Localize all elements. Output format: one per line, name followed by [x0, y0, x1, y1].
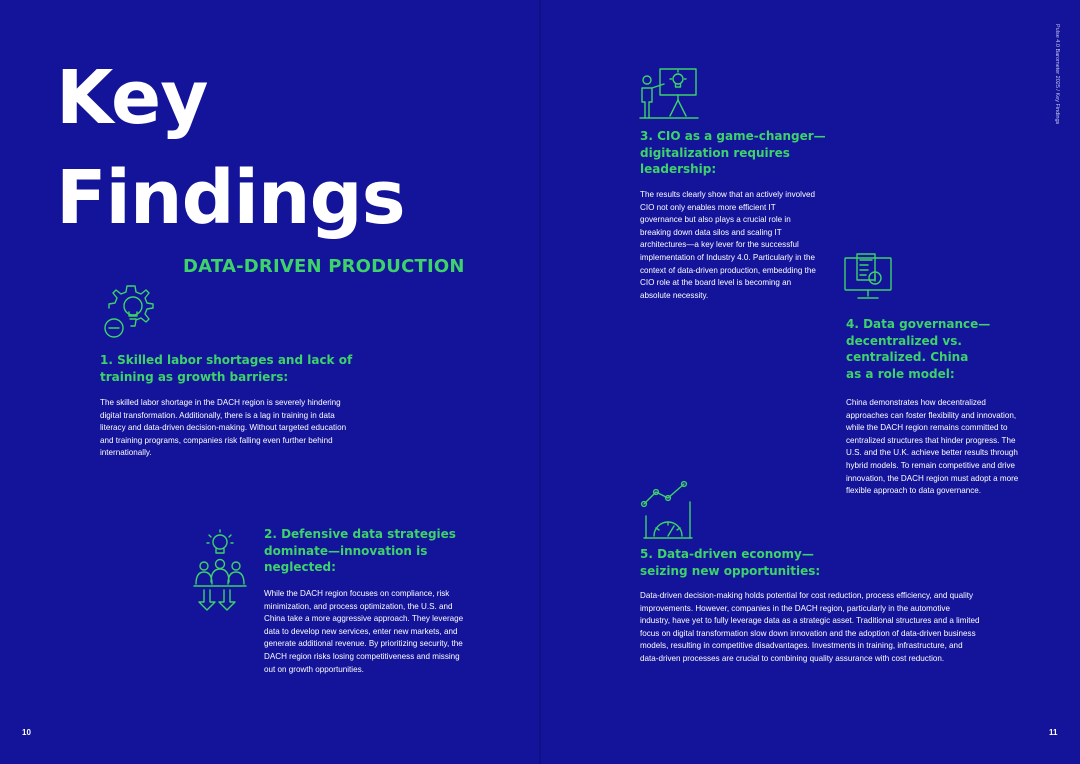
finding-2-heading: 2. Defensive data strategies dominate—innovation is neglected:	[264, 527, 456, 574]
team-idea-icon	[190, 528, 250, 618]
growth-chart-gauge-icon	[640, 480, 696, 540]
finding-5-heading: 5. Data-driven economy— seizing new opportunities:	[640, 547, 821, 578]
page-title-line-1: Key	[56, 55, 208, 141]
finding-3-body: The results clearly show that an actively involved CIO not only enables more efficient IT governance but also plays a crucial role in breaking down data silos and scaling IT architectures—a key lever for the successful implementation of Industry 4.0. Particularly in the context of data-driven production, embedding the CIO role at the board level is becoming an absolute necessity.	[640, 190, 816, 300]
finding-5-body: Data-driven decision-making holds potential for cost reduction, process efficiency, and quality improvements. However, companies in the DACH region, particularly in the automotive industry, have yet to fully leverage data as a strategic asset. Traditional structures and a limited focus on digital transformation slow down innovation and the adoption of data-driven business models, resulting in competitive disadvantages. Investments in training, infrastructure, and data-driven processes are crucial to combining quality assurance with cost reduction.	[640, 591, 980, 663]
page-number-right: 11	[1049, 728, 1058, 737]
finding-3-heading: 3. CIO as a game-changer— digitalization requires leadership:	[640, 129, 826, 176]
finding-1-heading: 1. Skilled labor shortages and lack of training as growth barriers:	[100, 353, 353, 384]
page-title-line-2: Findings	[56, 155, 405, 241]
finding-2-body: While the DACH region focuses on compliance, risk minimization, and process optimization, the U.S. and China take a more aggressive approach. They leverage data to develop new services, enter new markets, and generate additional revenue. By prioritizing security, the DACH region risks losing competitiveness and missing out on growth opportunities.	[264, 589, 464, 674]
finding-1-body: The skilled labor shortage in the DACH region is severely hindering digital transformation. Additionally, there is a lag in training in data literacy and data-driven decision-making. Without targeted education and training programs, companies risk falling even further behind internationally.	[100, 398, 347, 458]
gear-lightbulb-icon	[98, 282, 164, 344]
finding-4-heading: 4. Data governance— decentralized vs. centralized. China as a role model:	[846, 317, 991, 381]
page-title	[56, 48, 405, 248]
presenter-lightbulb-icon	[638, 66, 700, 122]
monitor-governance-icon	[842, 252, 894, 304]
running-header: Pulse 4.0 Barometer 2025 / Key Findings	[1054, 24, 1060, 125]
page-fold-divider	[539, 0, 541, 764]
finding-4-body: China demonstrates how decentralized approaches can foster flexibility and innovation, while the DACH region remains committed to centralized structures that hinder progress. The U.S. and the U.K. achieve better results through hybrid models. To remain competitive and drive innovation, the DACH region must adopt a more flexible approach to data governance.	[846, 398, 1019, 496]
section-title: DATA-DRIVEN PRODUCTION	[183, 256, 465, 277]
page-number-left: 10	[22, 728, 31, 737]
